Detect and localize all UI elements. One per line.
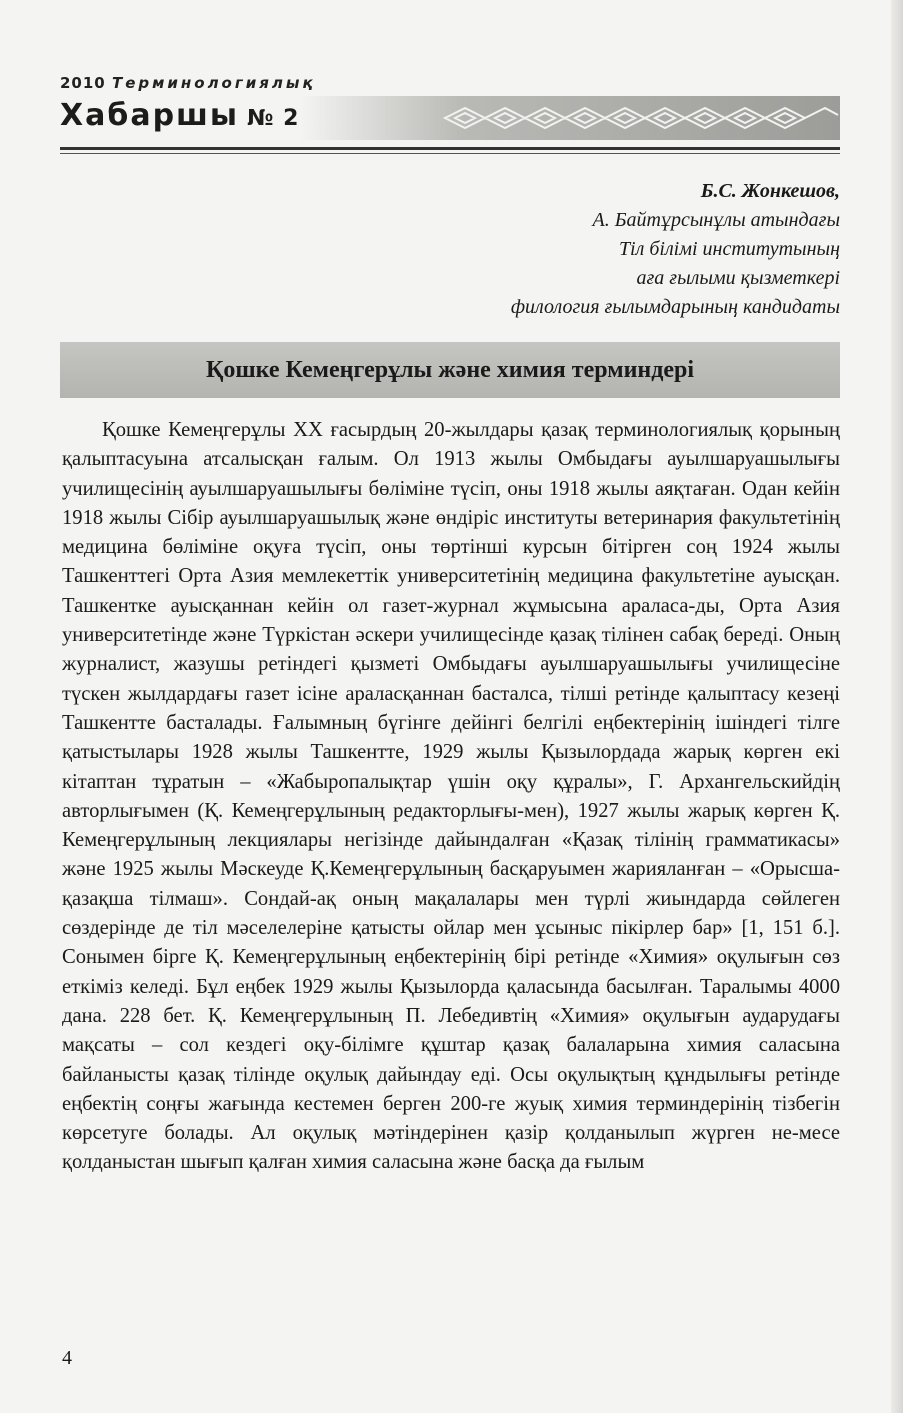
author-affiliation-line: А. Байтұрсынұлы атындағы [592, 209, 840, 231]
header-rule-thick [60, 147, 840, 150]
author-affiliation-line: Тіл білімі институтының [618, 238, 840, 260]
author-block [511, 177, 840, 322]
page-number: 4 [62, 1347, 72, 1369]
journal-title [60, 98, 299, 133]
author-affiliation-line: филология ғылымдарының кандидаты [510, 296, 840, 318]
journal-header-line [60, 74, 316, 92]
ornament-pattern [440, 102, 840, 134]
body-paragraph: Қошке Кемеңгерұлы XX ғасырдың 20-жылдары қазақ терминологиялық қорының қалыптасуына атсалысқан ғалым. Ол 1913 жылы Омбыдағы ауылшаруашылығы училищесінің ауылшаруашылығы бөліміне түсіп, оны 1918 жылы аяқтаған. Одан кейін 1918 жылы Сібір ауылшаруашылық және өндіріс институты ветеринария факультетінің медицина бөліміне оқуға түсіп, оны төртінші курсын бітірген соң 1924 жылы Ташкенттегі Орта Азия мемлекеттік университетінің медицина факультетіне ауысқан. Ташкентке ауысқаннан кейін ол газет-журнал жұмысына араласа-ды, Орта Азия университетінде және Түркістан әскери училищесінде қазақ тілінен сабақ береді. Оның журналист, жазушы ретіндегі қызметі Омбыдағы ауылшаруашылығы училищесіне түскен жылдардағы газет ісіне араласқаннан басталса, тілші ретінде қалыптасу кезеңі Ташкентте басталады. Ғалымның бүгінге дейінгі белгілі еңбектерінің ішіндегі тілге қатыстылары 1928 жылы Ташкентте, 1929 жылы Қызылордада жарық көрген екі кітаптан тұратын – «Жабыропалықтар үшін оқу құралы», Г. Архангельскийдің авторлығымен (Қ. Кемеңгерұлының редакторлығы-мен), 1927 жылы жарық көрген Қ. Кемеңгерұлының лекциялары негізінде дайындалған «Қазақ тілінің грамматикасы» және 1925 жылы Мәскеуде Қ.Кемеңгерұлының басқаруымен жарияланған – «Орысша-қазақша тілмаш». Сондай-ақ оның мақалалары мен түрлі жиындарда сөйлеген сөздерінде де тіл мәселелеріне қатысты ойлар мен ұсыныс пікірлер бар» [1, 151 б.]. Сонымен бірге Қ. Кемеңгерұлының еңбектерінің бірі ретінде «Химия» оқулығын сөз еткіміз келеді. Бұл еңбек 1929 жылы Қызылорда қаласында басылған. Таралымы 4000 дана. 228 бет. Қ. Кемеңгерұлының П. Лебедивтің «Химия» оқулығын аударудағы мақсаты – сол кездегі оқу-білімге құштар қазақ балаларына химия саласына байланысты қазақ тілінде оқулық дайындау еді. Осы оқулықтың құндылығы ретінде еңбектің соңғы жағында кестемен берген 200-ге жуық химия терминдерінің тізбегін көрсетуге болады. Ал оқулық мәтіндерінен қазір қолданылып жүрген не-месе қолданыстан шығып қалған химия саласына және басқа да ғылым [62, 419, 840, 1174]
article-title-bar [60, 342, 840, 398]
header-rule-thin [60, 153, 840, 154]
article-title: Қошке Кемеңгерұлы және химия терминдері [205, 357, 695, 383]
page-edge [891, 0, 903, 1413]
issue-number: № 2 [247, 106, 300, 131]
journal-year: 2010 [60, 74, 106, 92]
article-body [62, 416, 840, 1178]
journal-title-text: Хабаршы [60, 98, 240, 133]
author-name: Б.С. Жонкешов, [700, 180, 840, 202]
journal-name-line1: Терминологиялық [111, 74, 316, 92]
journal-header-band [60, 96, 840, 140]
author-affiliation-line: аға ғылыми қызметкері [636, 267, 840, 289]
